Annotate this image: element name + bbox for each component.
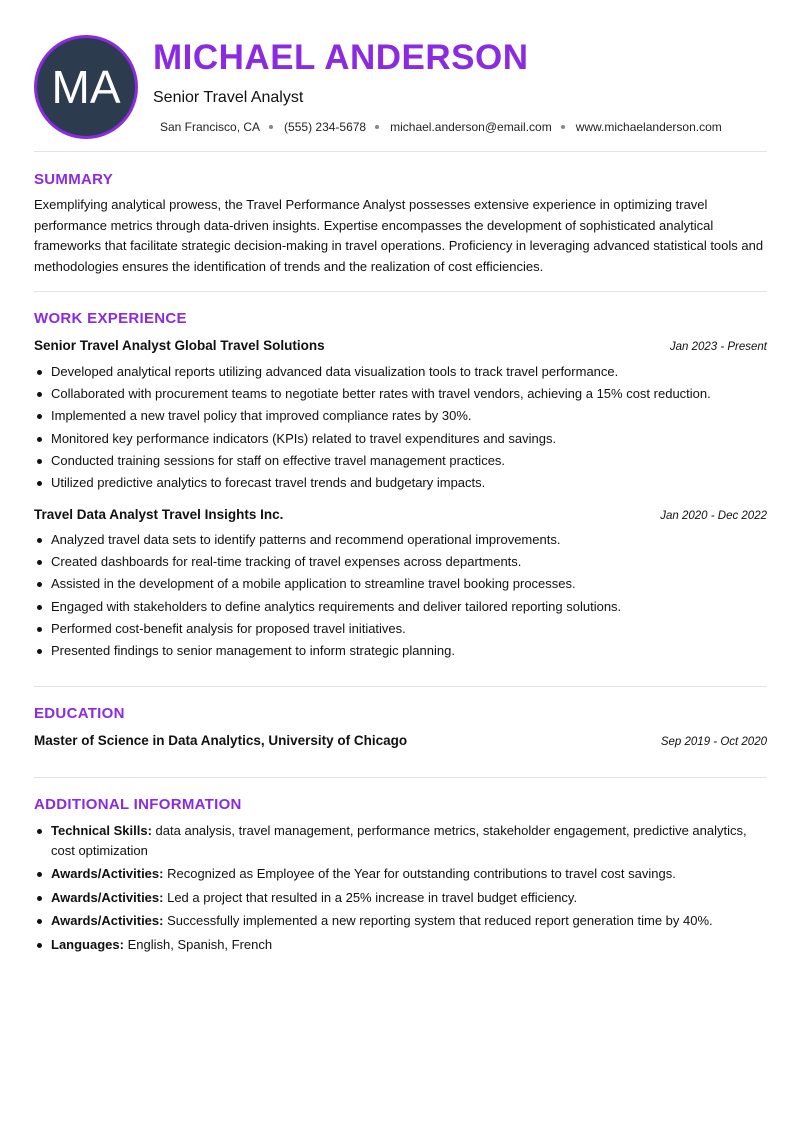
job-dates: Jan 2023 - Present: [669, 341, 767, 353]
list-item: Utilized predictive analytics to forecast travel trends and budgetary impacts.: [34, 472, 769, 494]
job-dates: Jan 2020 - Dec 2022: [660, 510, 767, 522]
contact-bar: [160, 120, 722, 134]
divider: [34, 291, 767, 292]
list-item: [34, 911, 769, 931]
additional-heading: ADDITIONAL INFORMATION: [34, 796, 242, 813]
item-text: Successfully implemented a new reporting system that reduced report generation time by 40%.: [167, 913, 713, 928]
divider: [34, 686, 767, 687]
divider: [34, 777, 767, 778]
list-item: Collaborated with procurement teams to negotiate better rates with travel vendors, achieving a 15% cost reduction.: [34, 383, 769, 405]
avatar-initials: MA: [51, 61, 121, 113]
contact-email[interactable]: michael.anderson@email.com: [390, 120, 552, 134]
education-heading: EDUCATION: [34, 705, 125, 722]
list-item: Monitored key performance indicators (KPIs) related to travel expenditures and savings.: [34, 428, 769, 450]
education-dates: Sep 2019 - Oct 2020: [660, 736, 767, 748]
list-item: Performed cost-benefit analysis for proposed travel initiatives.: [34, 618, 769, 640]
job-title: Senior Travel Analyst Global Travel Solutions: [34, 338, 325, 353]
job-title: Travel Data Analyst Travel Insights Inc.: [34, 507, 284, 522]
list-item: Presented findings to senior management to inform strategic planning.: [34, 640, 769, 662]
contact-phone: (555) 234-5678: [284, 120, 367, 134]
experience-heading: WORK EXPERIENCE: [34, 310, 187, 327]
list-item: Created dashboards for real-time tracking of travel expenses across departments.: [34, 551, 769, 573]
contact-location: San Francisco, CA: [160, 120, 261, 134]
item-text: English, Spanish, French: [127, 936, 273, 952]
item-text: data analysis, travel management, performance metrics, stakeholder engagement, predictive analytics, cost optimization: [51, 823, 747, 858]
separator-dot-icon: [561, 125, 565, 129]
list-item: Analyzed travel data sets to identify patterns and recommend operational improvements.: [34, 529, 769, 551]
job-header: [34, 507, 767, 522]
job-header: [34, 338, 767, 353]
item-label: Awards/Activities:: [51, 889, 164, 905]
list-item: [34, 864, 769, 884]
item-label: Awards/Activities:: [51, 913, 164, 928]
list-item: Conducted training sessions for staff on effective travel management practices.: [34, 450, 769, 472]
list-item: Assisted in the development of a mobile application to streamline travel booking processes.: [34, 573, 769, 595]
list-item: Developed analytical reports utilizing advanced data visualization tools to track travel performance.: [34, 361, 769, 383]
list-item: Engaged with stakeholders to define analytics requirements and deliver tailored reporting solutions.: [34, 596, 769, 618]
item-text: Led a project that resulted in a 25% increase in travel budget efficiency.: [167, 889, 578, 905]
education-degree: Master of Science in Data Analytics, University of Chicago: [34, 733, 408, 748]
separator-dot-icon: [375, 125, 379, 129]
divider: [34, 151, 767, 152]
item-text: Recognized as Employee of the Year for outstanding contributions to travel cost savings.: [167, 866, 676, 881]
item-label: Awards/Activities:: [51, 866, 164, 881]
avatar: [34, 35, 138, 139]
summary-text: Exemplifying analytical prowess, the Travel Performance Analyst possesses extensive experience in optimizing travel performance metrics through data-driven insights. Expertise encompasses the development of sophisticated analytical frameworks that facilitate strategic decision-making in travel operations. Proficiency in leveraging advanced statistical tools and methodologies ensures the identification of trends and the realization of cost efficiencies.: [34, 197, 764, 274]
contact-website[interactable]: www.michaelanderson.com: [575, 120, 722, 134]
item-label: Languages:: [51, 936, 124, 952]
summary-heading: SUMMARY: [34, 171, 114, 188]
education-entry: [34, 733, 767, 748]
item-label: Technical Skills:: [51, 823, 152, 838]
list-item: [34, 935, 769, 955]
job-bullets: [34, 529, 769, 662]
list-item: Implemented a new travel policy that improved compliance rates by 30%.: [34, 405, 769, 427]
candidate-title: Senior Travel Analyst: [153, 89, 304, 106]
candidate-name: MICHAEL ANDERSON: [153, 38, 529, 77]
job-bullets: [34, 361, 769, 494]
separator-dot-icon: [269, 125, 273, 129]
list-item: [34, 888, 769, 908]
list-item: [34, 821, 769, 860]
additional-list: [34, 821, 769, 958]
